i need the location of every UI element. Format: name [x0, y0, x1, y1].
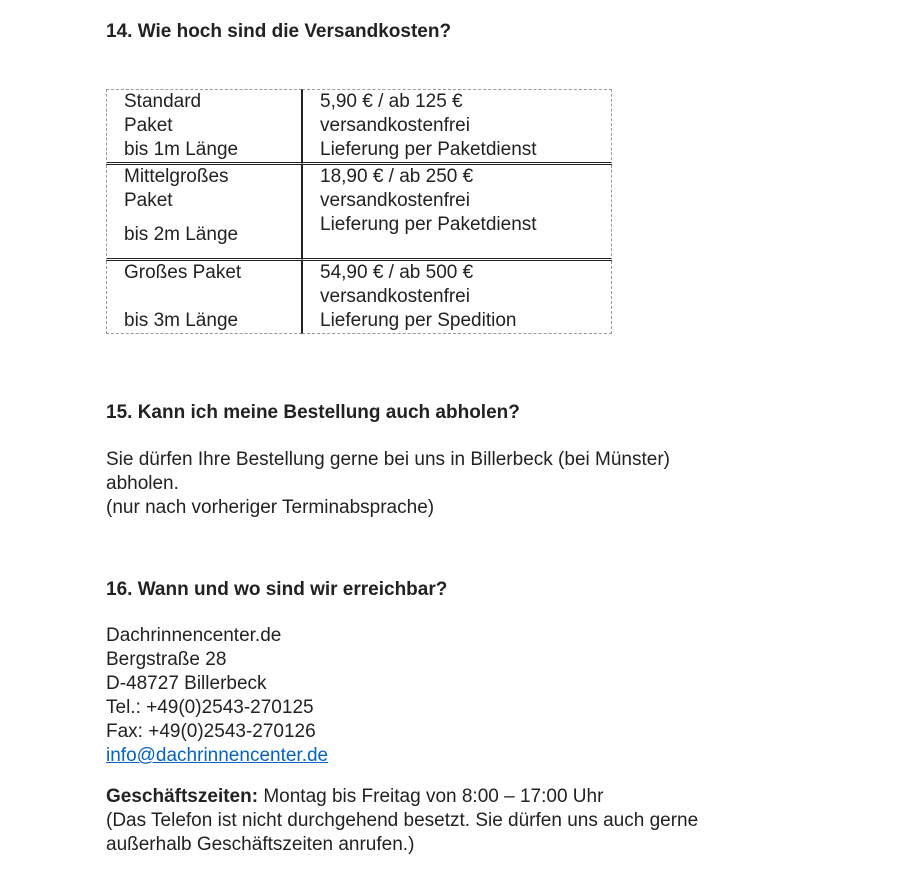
- street-address: Bergstraße 28: [106, 649, 227, 670]
- package-line: Standard: [124, 91, 202, 112]
- shipping-cost-table: [106, 89, 612, 334]
- package-line: Paket: [124, 115, 173, 136]
- cost-line: versandkostenfrei: [320, 190, 470, 211]
- pickup-paragraph: [106, 448, 670, 520]
- business-hours-block: [106, 785, 698, 857]
- section-15-heading: 15. Kann ich meine Bestellung auch abholen?: [106, 402, 520, 423]
- pickup-line: abholen.: [106, 473, 179, 494]
- city-address: D-48727 Billerbeck: [106, 673, 267, 694]
- cost-line: Lieferung per Paketdienst: [320, 139, 537, 160]
- phone-number: Tel.: +49(0)2543-270125: [106, 697, 314, 718]
- package-line: bis 2m Länge: [124, 224, 239, 245]
- package-line: Mittelgroßes: [124, 166, 229, 187]
- table-row: [106, 261, 612, 334]
- cost-line: 18,90 € / ab 250 €: [320, 166, 474, 187]
- contact-block: [106, 624, 328, 768]
- pickup-line: (nur nach vorheriger Terminabsprache): [106, 497, 435, 518]
- section-16-heading: 16. Wann und wo sind wir erreichbar?: [106, 579, 448, 600]
- table-row: [106, 165, 612, 261]
- package-cell: [106, 165, 302, 261]
- phone-note-line: außerhalb Geschäftszeiten anrufen.): [106, 834, 415, 855]
- package-cell: [106, 89, 302, 165]
- package-line: bis 3m Länge: [124, 310, 239, 331]
- cost-line: Lieferung per Paketdienst: [320, 214, 537, 235]
- cost-line: Lieferung per Spedition: [320, 310, 517, 331]
- package-line: Großes Paket: [124, 262, 242, 283]
- fax-number: Fax: +49(0)2543-270126: [106, 721, 316, 742]
- package-cell: [106, 261, 302, 334]
- business-hours-label: Geschäftszeiten:: [106, 786, 259, 807]
- company-name: Dachrinnencenter.de: [106, 625, 282, 646]
- package-line: bis 1m Länge: [124, 139, 239, 160]
- package-line: Paket: [124, 190, 173, 211]
- section-14-heading: 14. Wie hoch sind die Versandkosten?: [106, 21, 452, 42]
- pickup-line: Sie dürfen Ihre Bestellung gerne bei uns in Billerbeck (bei Münster): [106, 449, 670, 470]
- cost-line: 5,90 € / ab 125 €: [320, 91, 463, 112]
- cost-line: 54,90 € / ab 500 €: [320, 262, 474, 283]
- cost-cell: [302, 165, 612, 261]
- cost-line: versandkostenfrei: [320, 286, 470, 307]
- business-hours-value: Montag bis Freitag von 8:00 – 17:00 Uhr: [258, 786, 604, 807]
- business-hours-line: [106, 785, 698, 809]
- phone-note-line: (Das Telefon ist nicht durchgehend besetzt. Sie dürfen uns auch gerne: [106, 810, 699, 831]
- cost-line: versandkostenfrei: [320, 115, 470, 136]
- email-link[interactable]: info@dachrinnencenter.de: [106, 745, 329, 766]
- cost-cell: [302, 89, 612, 165]
- cost-cell: [302, 261, 612, 334]
- table-row: [106, 89, 612, 165]
